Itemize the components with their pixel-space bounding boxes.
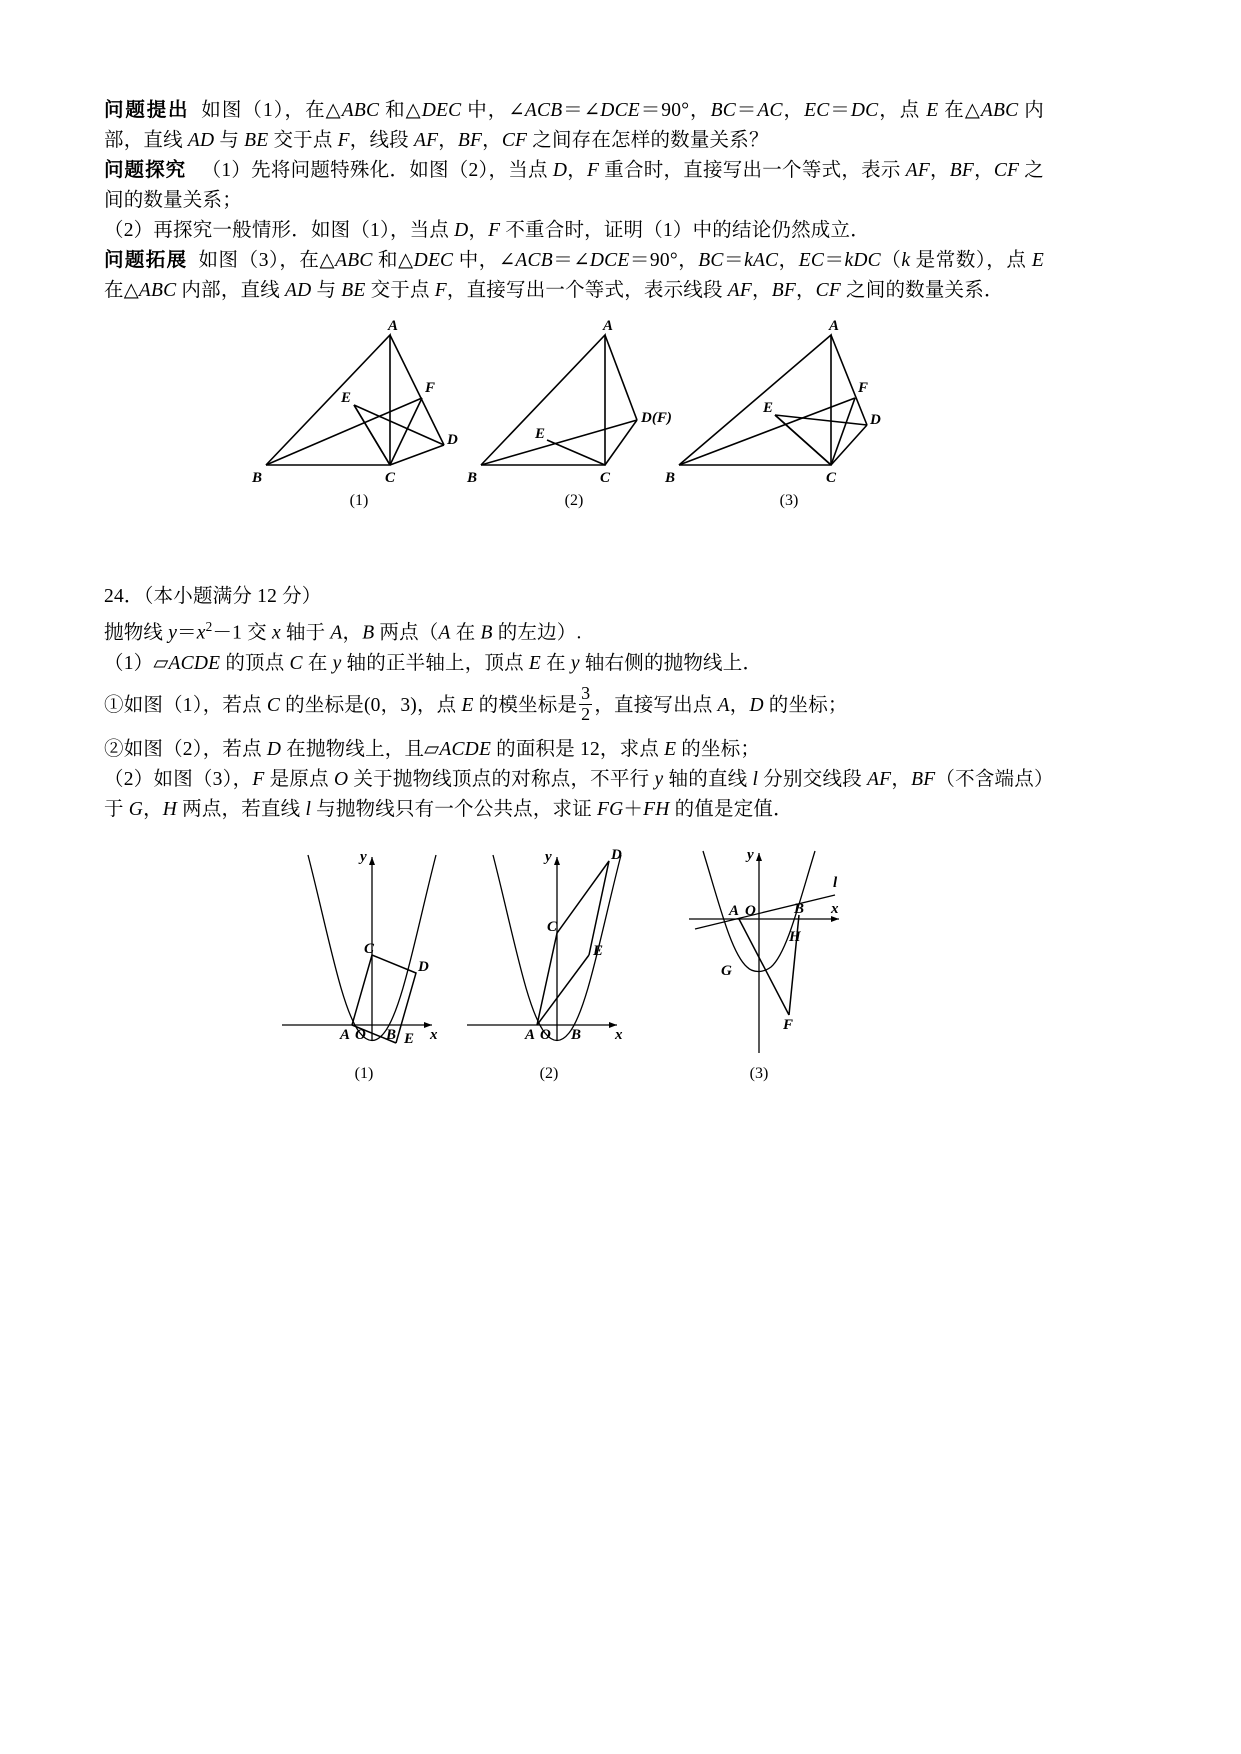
label-E: E: [404, 1030, 415, 1047]
question-score-note: （本小题满分 12 分）: [143, 586, 322, 607]
question-number: 24．: [104, 586, 144, 607]
fig-2-1: [264, 843, 464, 1073]
label-A: A: [603, 320, 614, 334]
section-spacer: [104, 520, 1044, 582]
fraction-numerator: 3: [581, 683, 591, 704]
label-H: H: [789, 928, 801, 945]
fig-1-2: [459, 320, 689, 500]
label-A: A: [340, 1026, 351, 1043]
label-x-axis: x: [831, 900, 839, 917]
figure-caption-1-2: (2): [564, 492, 584, 509]
question-24-line-4: ②如图（2），若点 D 在抛物线上，且▱ACDE 的面积是 12，求点 E 的坐标；: [104, 738, 761, 760]
label-B: B: [386, 1026, 397, 1043]
figure-group-parabolas: [104, 843, 1044, 1093]
triangle-abc-path: [266, 335, 390, 465]
paragraph-lead-label: 问题拓展: [104, 250, 188, 271]
label-D: D: [447, 432, 458, 448]
paragraph-problem-statement: [104, 96, 1044, 156]
label-B: B: [794, 900, 805, 917]
figure-caption-2-1: (1): [354, 1064, 374, 1082]
label-D: D: [418, 958, 429, 975]
label-C: C: [364, 940, 375, 957]
paragraph-problem-inquiry: [104, 156, 1044, 216]
paragraph-text: （2）再探究一般情形．如图（1），当点 D，F 不重合时，证明（1）中的结论仍然成立．: [104, 220, 870, 241]
paragraph-problem-general: [104, 216, 1044, 246]
label-C: C: [385, 470, 396, 486]
fraction-three-halves: [579, 685, 592, 724]
label-F: F: [858, 380, 869, 396]
label-D: D: [611, 846, 622, 863]
label-y-axis: y: [747, 846, 754, 863]
label-DF: D(F): [641, 410, 672, 426]
label-E: E: [593, 942, 604, 959]
label-F: F: [425, 380, 436, 396]
figure-caption-1-3: (3): [779, 492, 799, 509]
label-E: E: [341, 390, 352, 406]
label-E: E: [535, 426, 546, 442]
paragraph-lead-label: 问题提出: [104, 100, 190, 121]
figure-group-triangles: [104, 320, 1044, 520]
label-y-axis: y: [545, 848, 552, 865]
label-O: O: [540, 1026, 551, 1043]
fig-1-3: [659, 320, 899, 500]
paragraph-text: 如图（3），在△ABC 和△DEC 中，∠ACB＝∠DCE＝90°，BC＝kAC，EC＝kDC（k 是常数），点 E 在△ABC 内部，直线 AD 与 BE 交于点 F，直接写出一个等式，表示线段 AF，BF，CF 之间的数量关系．: [104, 250, 1044, 301]
label-C: C: [547, 918, 558, 935]
label-C: C: [826, 470, 837, 486]
paragraph-text: 如图（1），在△ABC 和△DEC 中，∠ACB＝∠DCE＝90°，BC＝AC，EC＝DC，点 E 在△ABC 内部，直线 AD 与 BE 交于点 F，线段 AF，BF，CF 之间存在怎样的数量关系？: [104, 100, 1044, 151]
paragraph-lead-label: 问题探究: [104, 160, 187, 181]
question-24-line-3: ①如图（1），若点 C 的坐标是(0，3)，点 E 的模坐标是 $\frac{3}{2}$ ，直接写出点 A，D 的坐标；: [104, 683, 848, 725]
fraction-denominator: 2: [581, 704, 591, 725]
question-24-line-1: 抛物线 $y=x^2-1$ 交 x 轴于 A，B 两点（A 在 B 的左边）.: [104, 619, 582, 644]
label-E: E: [763, 400, 774, 416]
label-y-axis: y: [360, 848, 367, 865]
label-C: C: [600, 470, 611, 486]
question-24-line-5: （2）如图（3），F 是原点 O 关于抛物线顶点的对称点，不平行 y 轴的直线 l 分别交线段 AF，BF（不含端点）于 G，H 两点，若直线 l 与抛物线只有一个公共点，求证 FG＋FH 的值是定值．: [104, 768, 1044, 820]
figure-caption-1-1: (1): [349, 492, 369, 509]
label-line-l: l: [833, 874, 838, 891]
label-A: A: [829, 320, 840, 334]
page-content: [104, 96, 1044, 1093]
triangle-abc-path: [481, 335, 605, 465]
label-x-axis: x: [615, 1026, 623, 1043]
label-O: O: [355, 1026, 366, 1043]
fig-2-3: [649, 843, 869, 1073]
label-D: D: [870, 412, 881, 428]
label-A: A: [729, 902, 740, 919]
figure-caption-2-3: (3): [749, 1064, 769, 1082]
label-B: B: [467, 470, 478, 486]
label-A: A: [388, 320, 399, 334]
fig-2-2: [449, 843, 649, 1073]
question-24-header: [104, 582, 1044, 612]
paragraph-text: （1）先将问题特殊化．如图（2），当点 D，F 重合时，直接写出一个等式，表示 AF，BF，CF 之间的数量关系；: [104, 160, 1044, 211]
label-B: B: [252, 470, 263, 486]
label-B: B: [571, 1026, 582, 1043]
label-F: F: [783, 1016, 794, 1033]
label-O: O: [745, 902, 756, 919]
question-24-line-2: （1）▱ACDE 的顶点 C 在 y 轴的正半轴上，顶点 E 在 y 轴右侧的抛物线上．: [104, 652, 763, 674]
label-x-axis: x: [430, 1026, 438, 1043]
label-A: A: [525, 1026, 536, 1043]
figure-caption-2-2: (2): [539, 1064, 559, 1082]
fig-1-1: [244, 320, 474, 500]
label-G: G: [721, 962, 732, 979]
label-B: B: [665, 470, 676, 486]
paragraph-problem-extension: [104, 246, 1044, 306]
